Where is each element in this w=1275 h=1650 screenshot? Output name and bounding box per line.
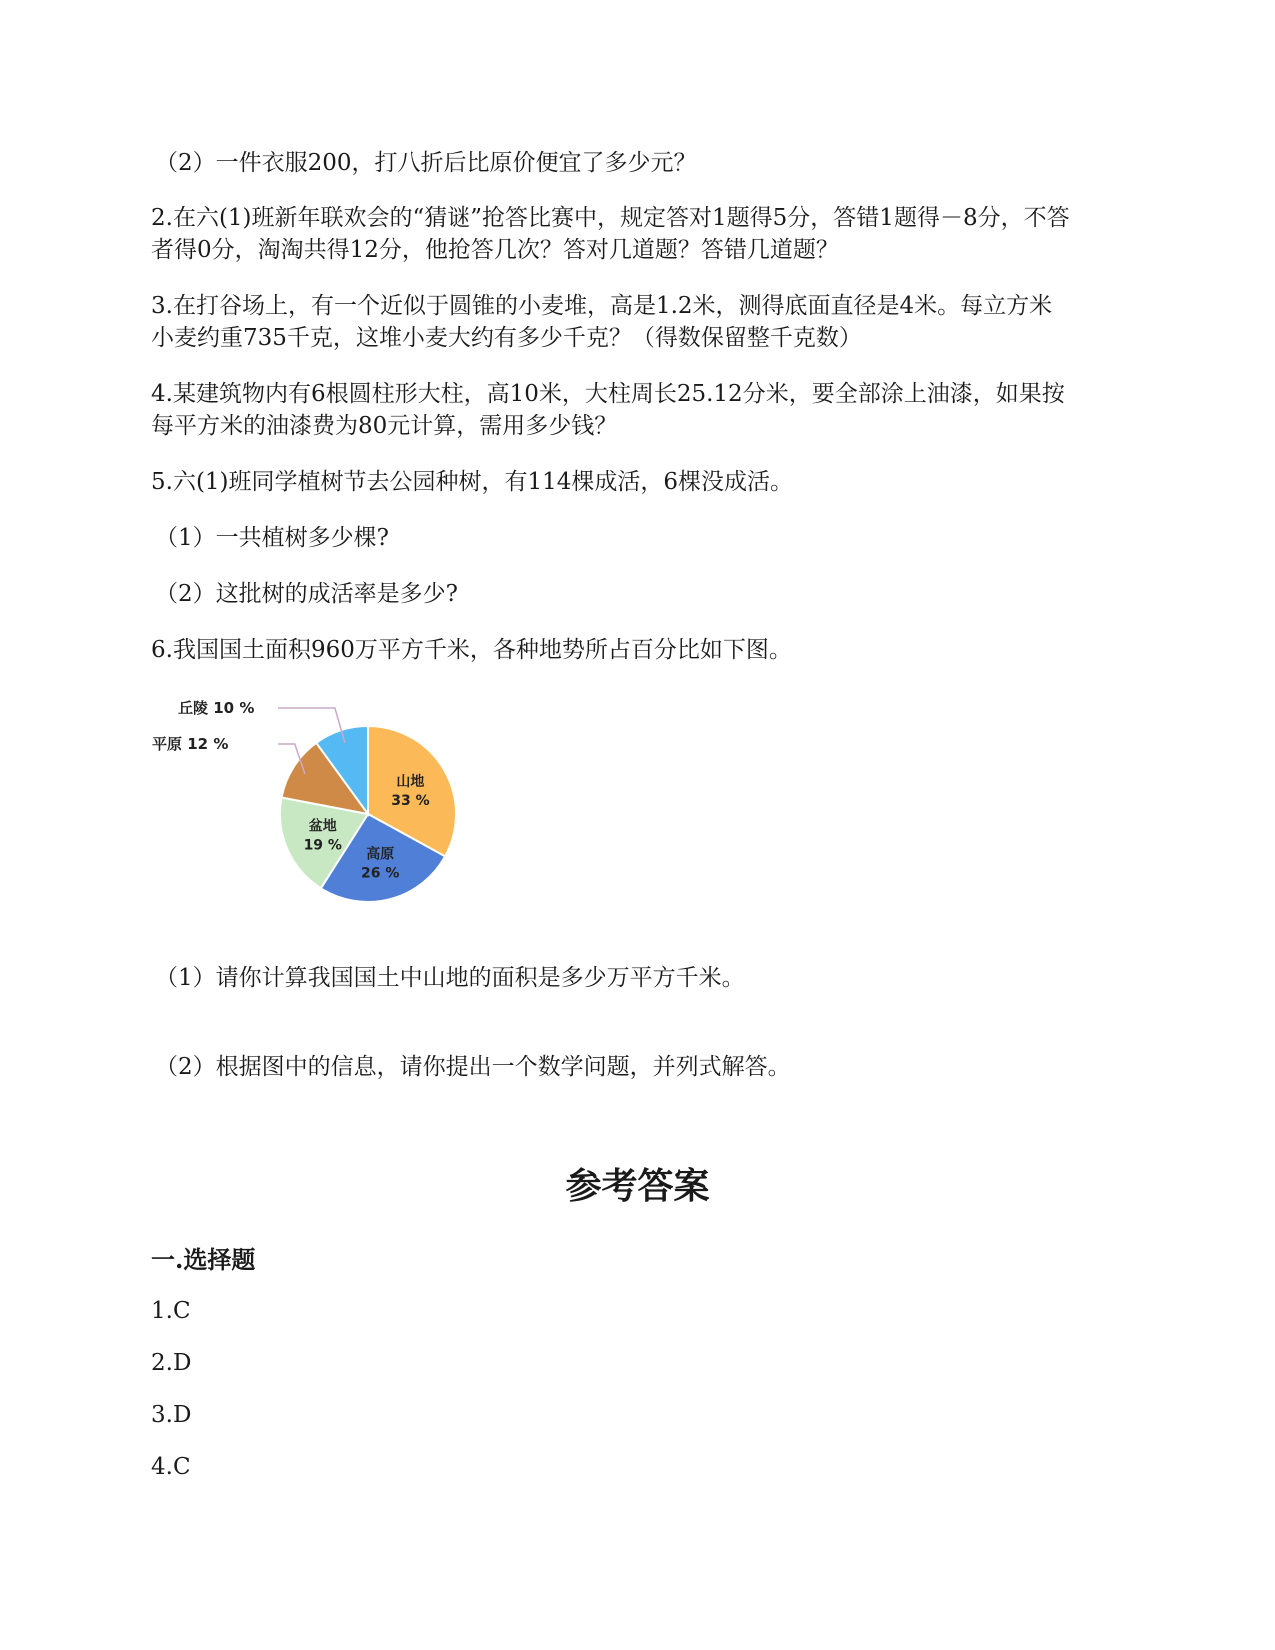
question-2-line-2: 者得0分，淘淘共得12分，他抢答几次？答对几道题？答错几道题？ [151, 237, 839, 263]
question-4-line-1: 4.某建筑物内有6根圆柱形大柱，高10米，大柱周长25.12分米，要全部涂上油漆，如果按 [151, 381, 1065, 407]
question-5-part-1: （1）一共植树多少棵? [155, 525, 389, 551]
question-6: 6.我国国土面积960万平方千米，各种地势所占百分比如下图。 [151, 637, 792, 663]
pie-slice-name: 高原 [366, 846, 395, 863]
pie-slice-value: 26 % [361, 865, 400, 882]
answer-item: 4.C [151, 1454, 191, 1480]
pie-slice-name: 盆地 [308, 818, 337, 835]
answer-item: 2.D [151, 1350, 192, 1376]
answer-item: 1.C [151, 1298, 191, 1324]
pie-slice-name: 山地 [396, 773, 425, 790]
pie-outside-label: 丘陵 10 % [178, 699, 255, 717]
pie-slice-value: 33 % [391, 792, 430, 809]
question-6-part-1: （1）请你计算我国国土中山地的面积是多少万平方千米。 [155, 965, 745, 991]
pie-outside-label: 平原 12 % [152, 735, 229, 753]
question-5: 5.六(1)班同学植树节去公园种树，有114棵成活，6棵没成活。 [151, 469, 794, 495]
answers-section-heading: 一.选择题 [151, 1245, 256, 1274]
answers-title: 参考答案 [565, 1165, 710, 1207]
question-3-line-2: 小麦约重735千克，这堆小麦大约有多少千克？（得数保留整千克数） [151, 325, 862, 351]
pie-slice-value: 19 % [303, 837, 342, 854]
answer-item: 3.D [151, 1402, 192, 1428]
question-6-part-2: （2）根据图中的信息，请你提出一个数学问题，并列式解答。 [155, 1054, 791, 1080]
question-5-part-2: （2）这批树的成活率是多少? [155, 581, 458, 607]
terrain-pie-chart [150, 699, 480, 920]
question-2-line-1: 2.在六(1)班新年联欢会的“猜谜”抢答比赛中，规定答对1题得5分，答错1题得－8分，不答 [151, 205, 1070, 231]
question-4-line-2: 每平方米的油漆费为80元计算，需用多少钱？ [151, 413, 618, 439]
question-3-line-1: 3.在打谷场上，有一个近似于圆锥的小麦堆，高是1.2米，测得底面直径是4米。每立方米 [151, 293, 1053, 319]
question-1-part-2: （2）一件衣服200，打八折后比原价便宜了多少元？ [155, 150, 697, 176]
